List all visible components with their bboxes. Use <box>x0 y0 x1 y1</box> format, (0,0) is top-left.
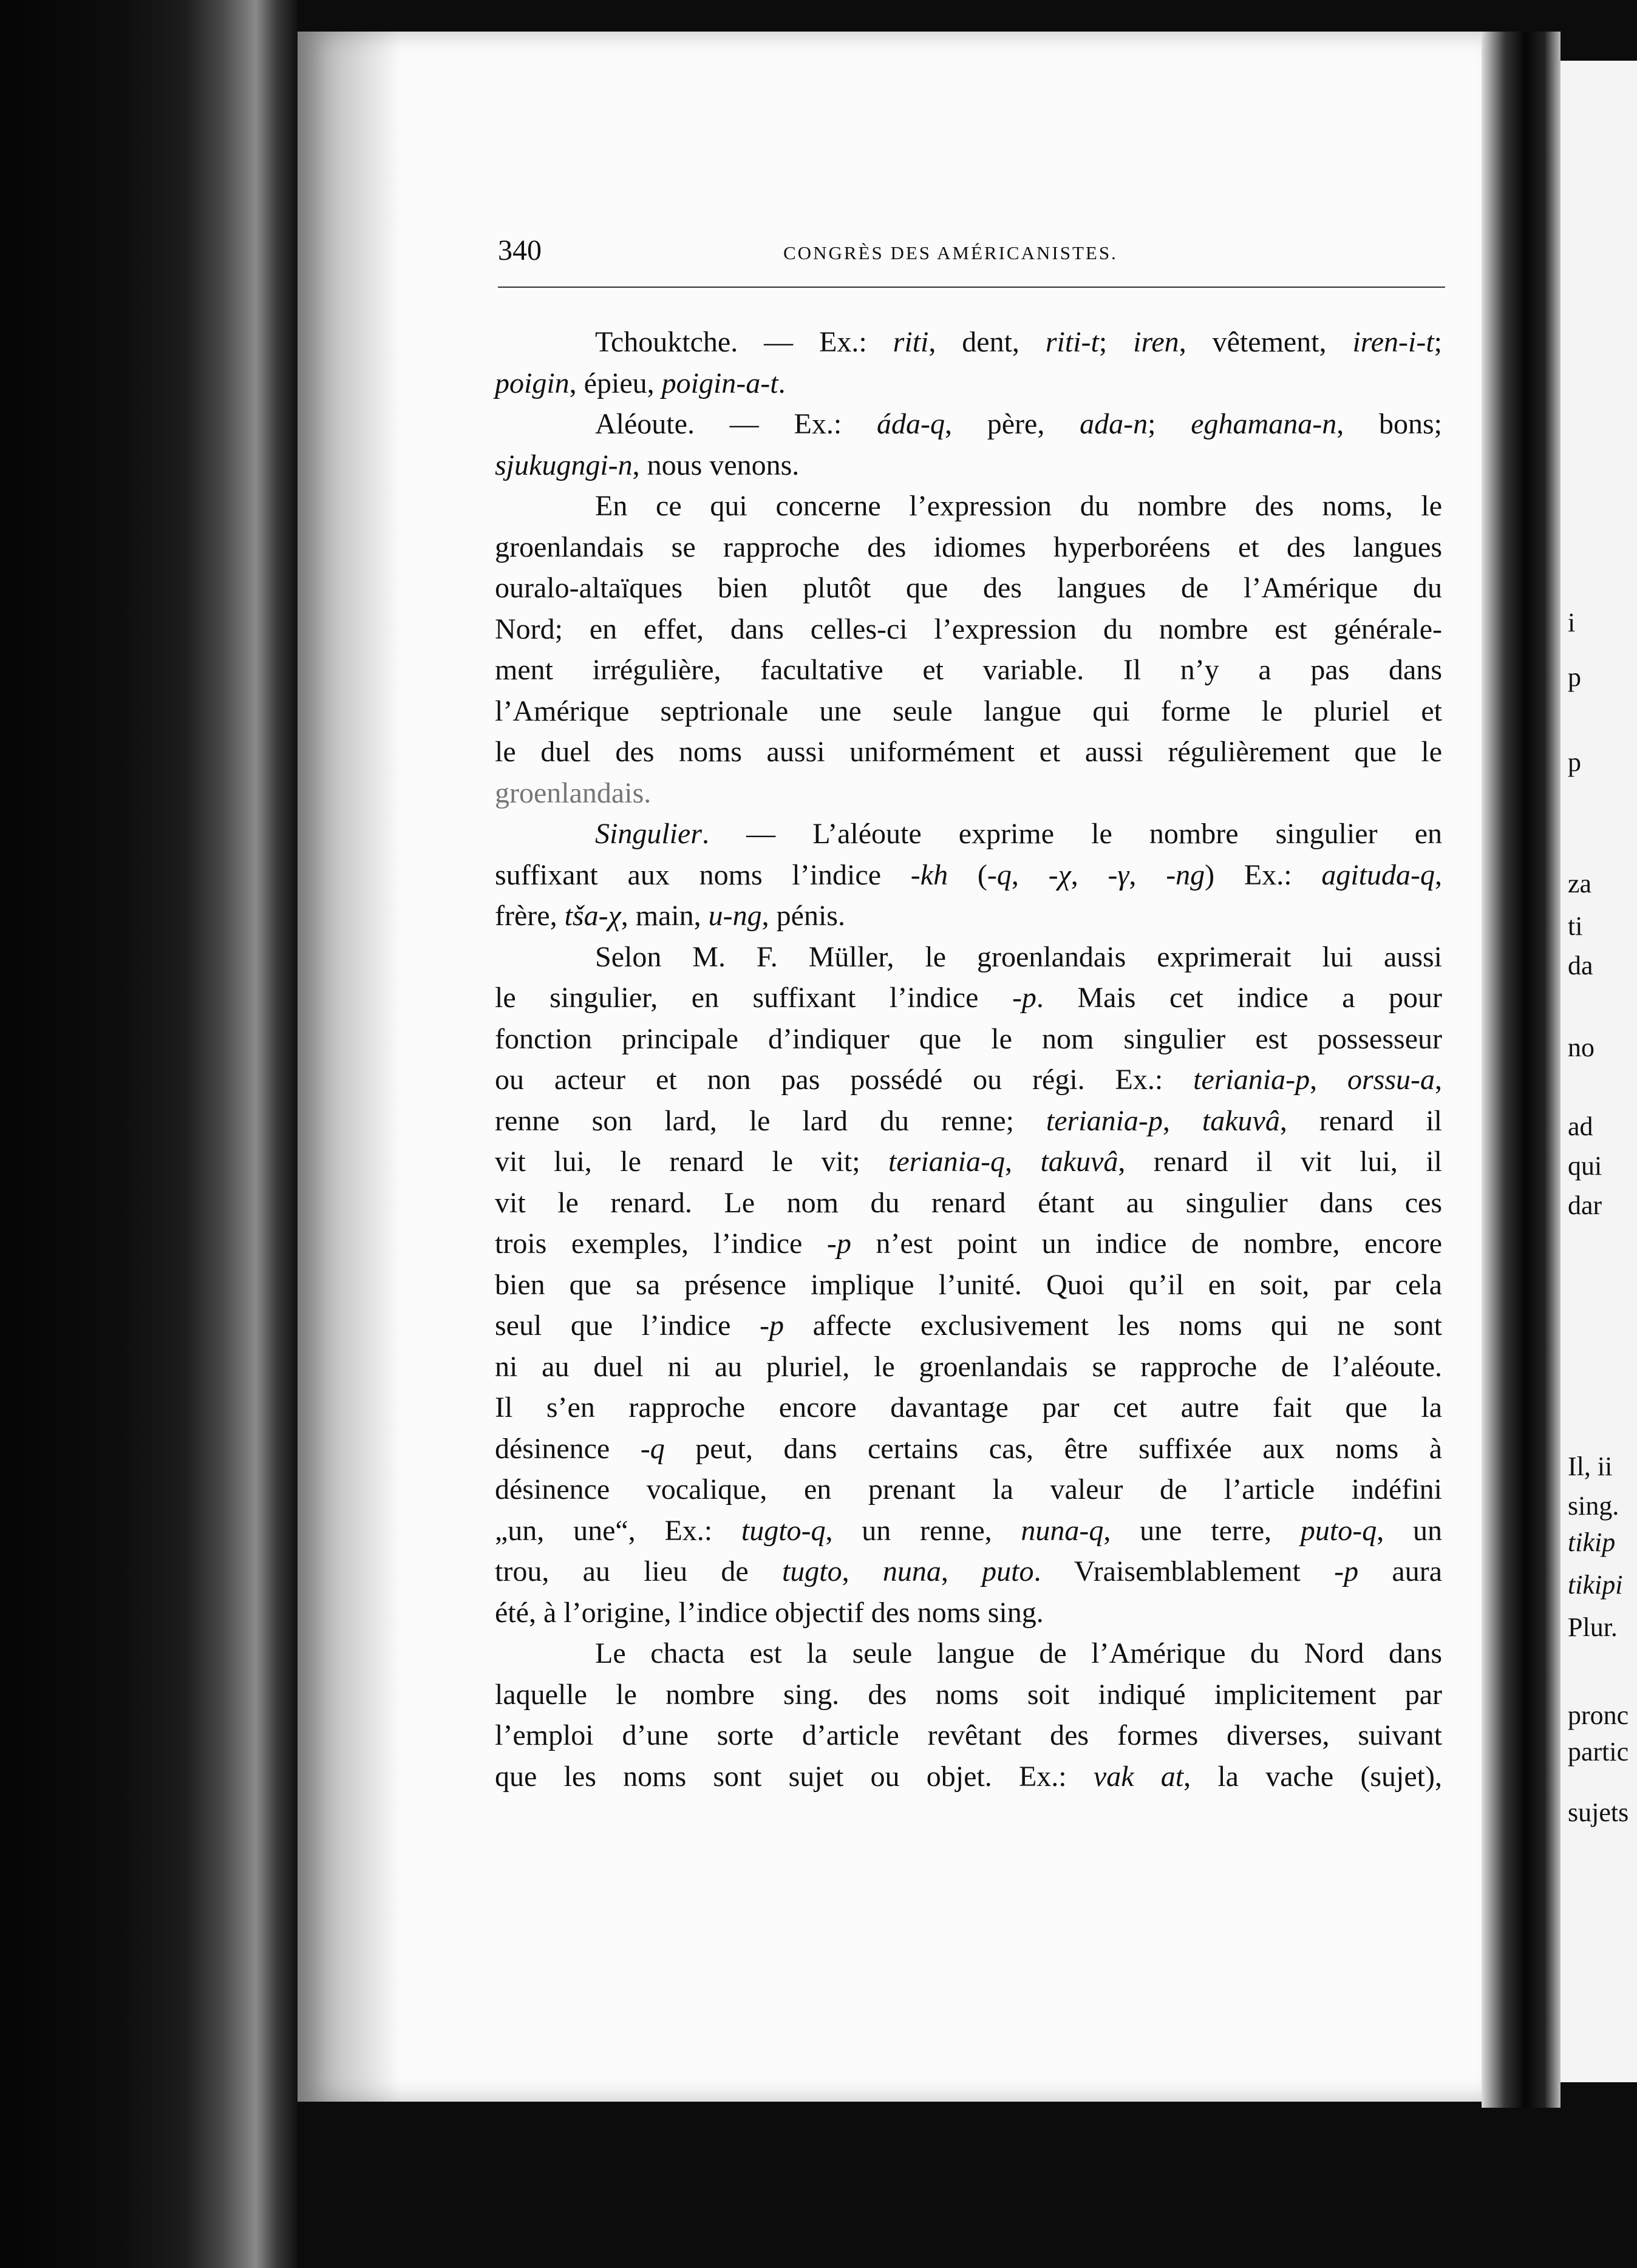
text-line: Il s’en rapproche encore davantage par cet autre fait que la <box>495 1391 1442 1424</box>
text-line: Tchouktche. — Ex.: riti, dent, riti-t; iren, vêtement, iren-i-t; <box>595 326 1442 358</box>
text-line: ment irrégulière, facultative et variable. Il n’y a pas dans <box>495 654 1442 686</box>
facing-page-text: p <box>1568 747 1581 777</box>
text-line: vit lui, le renard le vit; teriania-q, takuvâ, renard il vit lui, il <box>495 1146 1442 1178</box>
text-line: ni au duel ni au pluriel, le groenlandais se rapproche de l’aléoute. <box>495 1350 1442 1383</box>
text-line: désinence -q peut, dans certains cas, être suffixée aux noms à <box>495 1432 1443 1465</box>
text-line: fonction principale d’indiquer que le nom singulier est possesseur <box>495 1022 1442 1055</box>
text-line: Aléoute. — Ex.: áda-q, père, ada-n; eghamana-n, bons; <box>595 408 1442 440</box>
facing-page-text: no <box>1568 1033 1594 1062</box>
text-line: groenlandais se rapproche des idiomes hyperboréens et des langues <box>495 531 1442 563</box>
facing-page-text: sujets <box>1568 1798 1629 1827</box>
text-line: poigin, épieu, poigin-a-t. <box>495 367 786 399</box>
text-line: seul que l’indice -p affecte exclusivement les noms qui ne sont <box>495 1309 1442 1342</box>
text-line: l’emploi d’une sorte d’article revêtant des formes diverses, suivant <box>495 1719 1442 1751</box>
facing-page-text: partic <box>1568 1737 1629 1767</box>
text-line: ou acteur et non pas possédé ou régi. Ex.: teriania-p, orssu-a, <box>495 1064 1443 1096</box>
text-line: laquelle le nombre sing. des noms soit indiqué implicitement par <box>495 1678 1442 1711</box>
text-line: En ce qui concerne l’expression du nombre des noms, le <box>595 490 1442 522</box>
text-line: „un, une“, Ex.: tugto-q, un renne, nuna-q, une terre, puto-q, un <box>495 1514 1443 1547</box>
facing-page-text: Il, ii <box>1568 1451 1613 1481</box>
text-line: désinence vocalique, en prenant la valeur de l’article indéfini <box>495 1473 1442 1506</box>
page-number: 340 <box>498 234 542 267</box>
text-line: Selon M. F. Müller, le groenlandais exprimerait lui aussi <box>595 940 1442 973</box>
book-page-edges <box>0 0 298 2268</box>
facing-page-text: qui <box>1568 1151 1602 1181</box>
running-title: CONGRÈS DES AMÉRICANISTES. <box>783 242 1118 263</box>
facing-page-text: ad <box>1568 1112 1593 1141</box>
text-line: l’Amérique septrionale une seule langue qui forme le pluriel et <box>495 694 1442 727</box>
text-line: que les noms sont sujet ou objet. Ex.: vak at, la vache (sujet), <box>495 1760 1442 1793</box>
text-line: groenlandais. <box>495 776 652 809</box>
facing-page-text: tikip <box>1568 1527 1616 1557</box>
facing-page-text: za <box>1568 869 1592 898</box>
facing-page-text: da <box>1568 951 1593 980</box>
text-line: renne son lard, le lard du renne; teriania-p, takuvâ, renard il <box>495 1104 1443 1137</box>
facing-page-text: p <box>1568 662 1581 692</box>
facing-page-fragment <box>1560 61 1637 2082</box>
text-line: été, à l’origine, l’indice objectif des noms sing. <box>495 1596 1044 1629</box>
text-line: Singulier. — L’aléoute exprime le nombre singulier en <box>595 818 1442 850</box>
text-line: frère, tša-χ, main, u-ng, pénis. <box>495 900 845 932</box>
facing-page-text: sing. <box>1568 1491 1619 1521</box>
text-line: Nord; en effet, dans celles-ci l’expression du nombre est générale- <box>495 613 1442 645</box>
facing-page-text: dar <box>1568 1190 1602 1220</box>
facing-page-text: ti <box>1568 911 1583 941</box>
text-line: le singulier, en suffixant l’indice -p. Mais cet indice a pour <box>495 982 1443 1014</box>
text-line: le duel des noms aussi uniformément et aussi régulièrement que le <box>495 736 1442 768</box>
header-rule <box>498 287 1445 288</box>
text-line: trou, au lieu de tugto, nuna, puto. Vraisemblablement -p aura <box>495 1555 1443 1587</box>
facing-page-text: pronc <box>1568 1700 1629 1730</box>
facing-page-text: tikipi <box>1568 1570 1623 1600</box>
facing-page-text: i <box>1568 608 1576 637</box>
text-line: suffixant aux noms l’indice -kh (-q, -χ, -γ, -ng) Ex.: agituda-q, <box>495 858 1443 891</box>
facing-page-text: Plur. <box>1568 1612 1618 1642</box>
text-line: sjukugngi-n, nous venons. <box>495 449 800 481</box>
text-line: vit le renard. Le nom du renard étant au singulier dans ces <box>495 1186 1442 1219</box>
text-line: trois exemples, l’indice -p n’est point un indice de nombre, encore <box>495 1227 1442 1260</box>
page-header <box>498 234 1445 270</box>
text-line: bien que sa présence implique l’unité. Quoi qu’il en soit, par cela <box>495 1268 1442 1301</box>
body-text <box>495 322 1442 1797</box>
book-gutter <box>1482 32 1560 2108</box>
text-line: Le chacta est la seule langue de l’Amérique du Nord dans <box>595 1637 1442 1669</box>
text-line: ouralo-altaïques bien plutôt que des langues de l’Amérique du <box>495 572 1442 604</box>
